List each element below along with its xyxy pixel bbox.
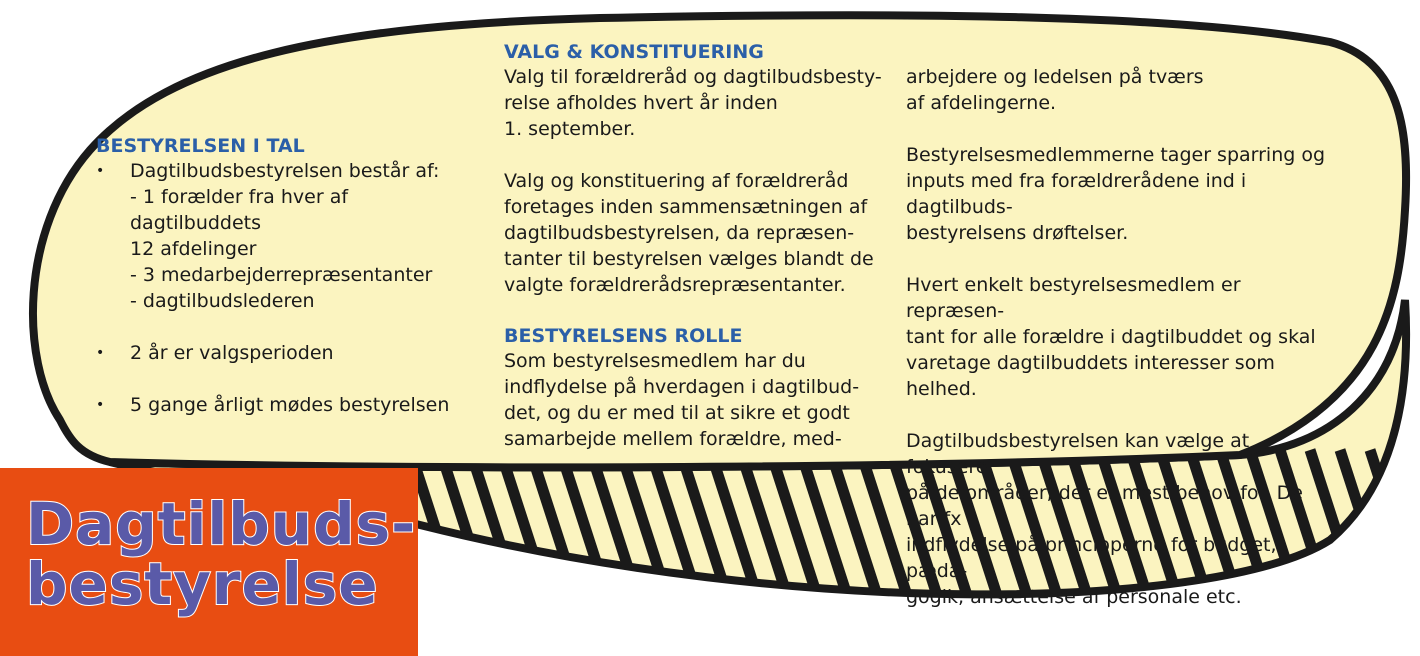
bullet-composition <box>96 158 476 314</box>
paragraph: Hvert enkelt bestyrelsesmedlem er repræsen- tant for alle forældre i dagtilbuddet og skal varetage dagtilbuddets interesser som helhed. <box>906 274 1316 400</box>
heading-election: VALG & KONSTITUERING <box>504 41 764 63</box>
column-role-continued <box>906 64 1326 610</box>
bullet-dot-icon: • <box>96 397 105 413</box>
paragraph: Bestyrelsesmedlemmerne tager sparring og inputs med fra forældrerådene ind i dagtilbuds- bestyrelsens drøftelser. <box>906 144 1326 244</box>
bullet-dot-icon: • <box>96 163 105 179</box>
column-board-in-numbers <box>96 134 476 418</box>
hatch-stripe <box>1370 450 1420 620</box>
bullet-text: Dagtilbudsbestyrelsen består af: - 1 forælder fra hver af dagtilbuddets 12 afdelinger - 3 medarbejderrepræsentanter - dagtilbudslederen <box>130 160 440 312</box>
bullet-text: 2 år er valgsperioden <box>130 342 334 364</box>
page-title: Dagtilbuds- bestyrelse <box>26 490 417 618</box>
paragraph: Valg til forældreråd og dagtilbudsbesty- relse afholdes hvert år inden 1. september. <box>504 66 882 140</box>
bullet-dot-icon: • <box>96 345 105 361</box>
paragraph: Valg og konstituering af forældreråd foretages inden sammensætningen af dagtilbudsbestyrelsen, da repræsen- tanter til bestyrelsen vælges blandt de valgte forældrerådsrepræsentanter. <box>504 170 874 296</box>
paragraph: Som bestyrelsesmedlem har du indflydelse på hverdagen i dagtilbud- det, og du er med til at sikre et godt samarbejde mellem forældre, med- <box>504 350 860 450</box>
bullet-election-period <box>96 340 476 366</box>
column-election-and-role <box>504 40 884 452</box>
paragraph: Dagtilbudsbestyrelsen kan vælge at fokusere på de områder, der er mest behov for. De har fx indflydelse på principperne for budget, pæda- gogik, ansættelse af personale etc. <box>906 430 1303 608</box>
paragraph: arbejdere og ledelsen på tværs af afdelingerne. <box>906 66 1204 114</box>
title-box <box>0 468 418 656</box>
heading-board-in-numbers: BESTYRELSEN I TAL <box>96 135 305 157</box>
heading-board-role: BESTYRELSENS ROLLE <box>504 325 743 347</box>
bullet-meetings <box>96 392 476 418</box>
bullet-text: 5 gange årligt mødes bestyrelsen <box>130 394 450 416</box>
hatch-stripe <box>1400 450 1420 620</box>
